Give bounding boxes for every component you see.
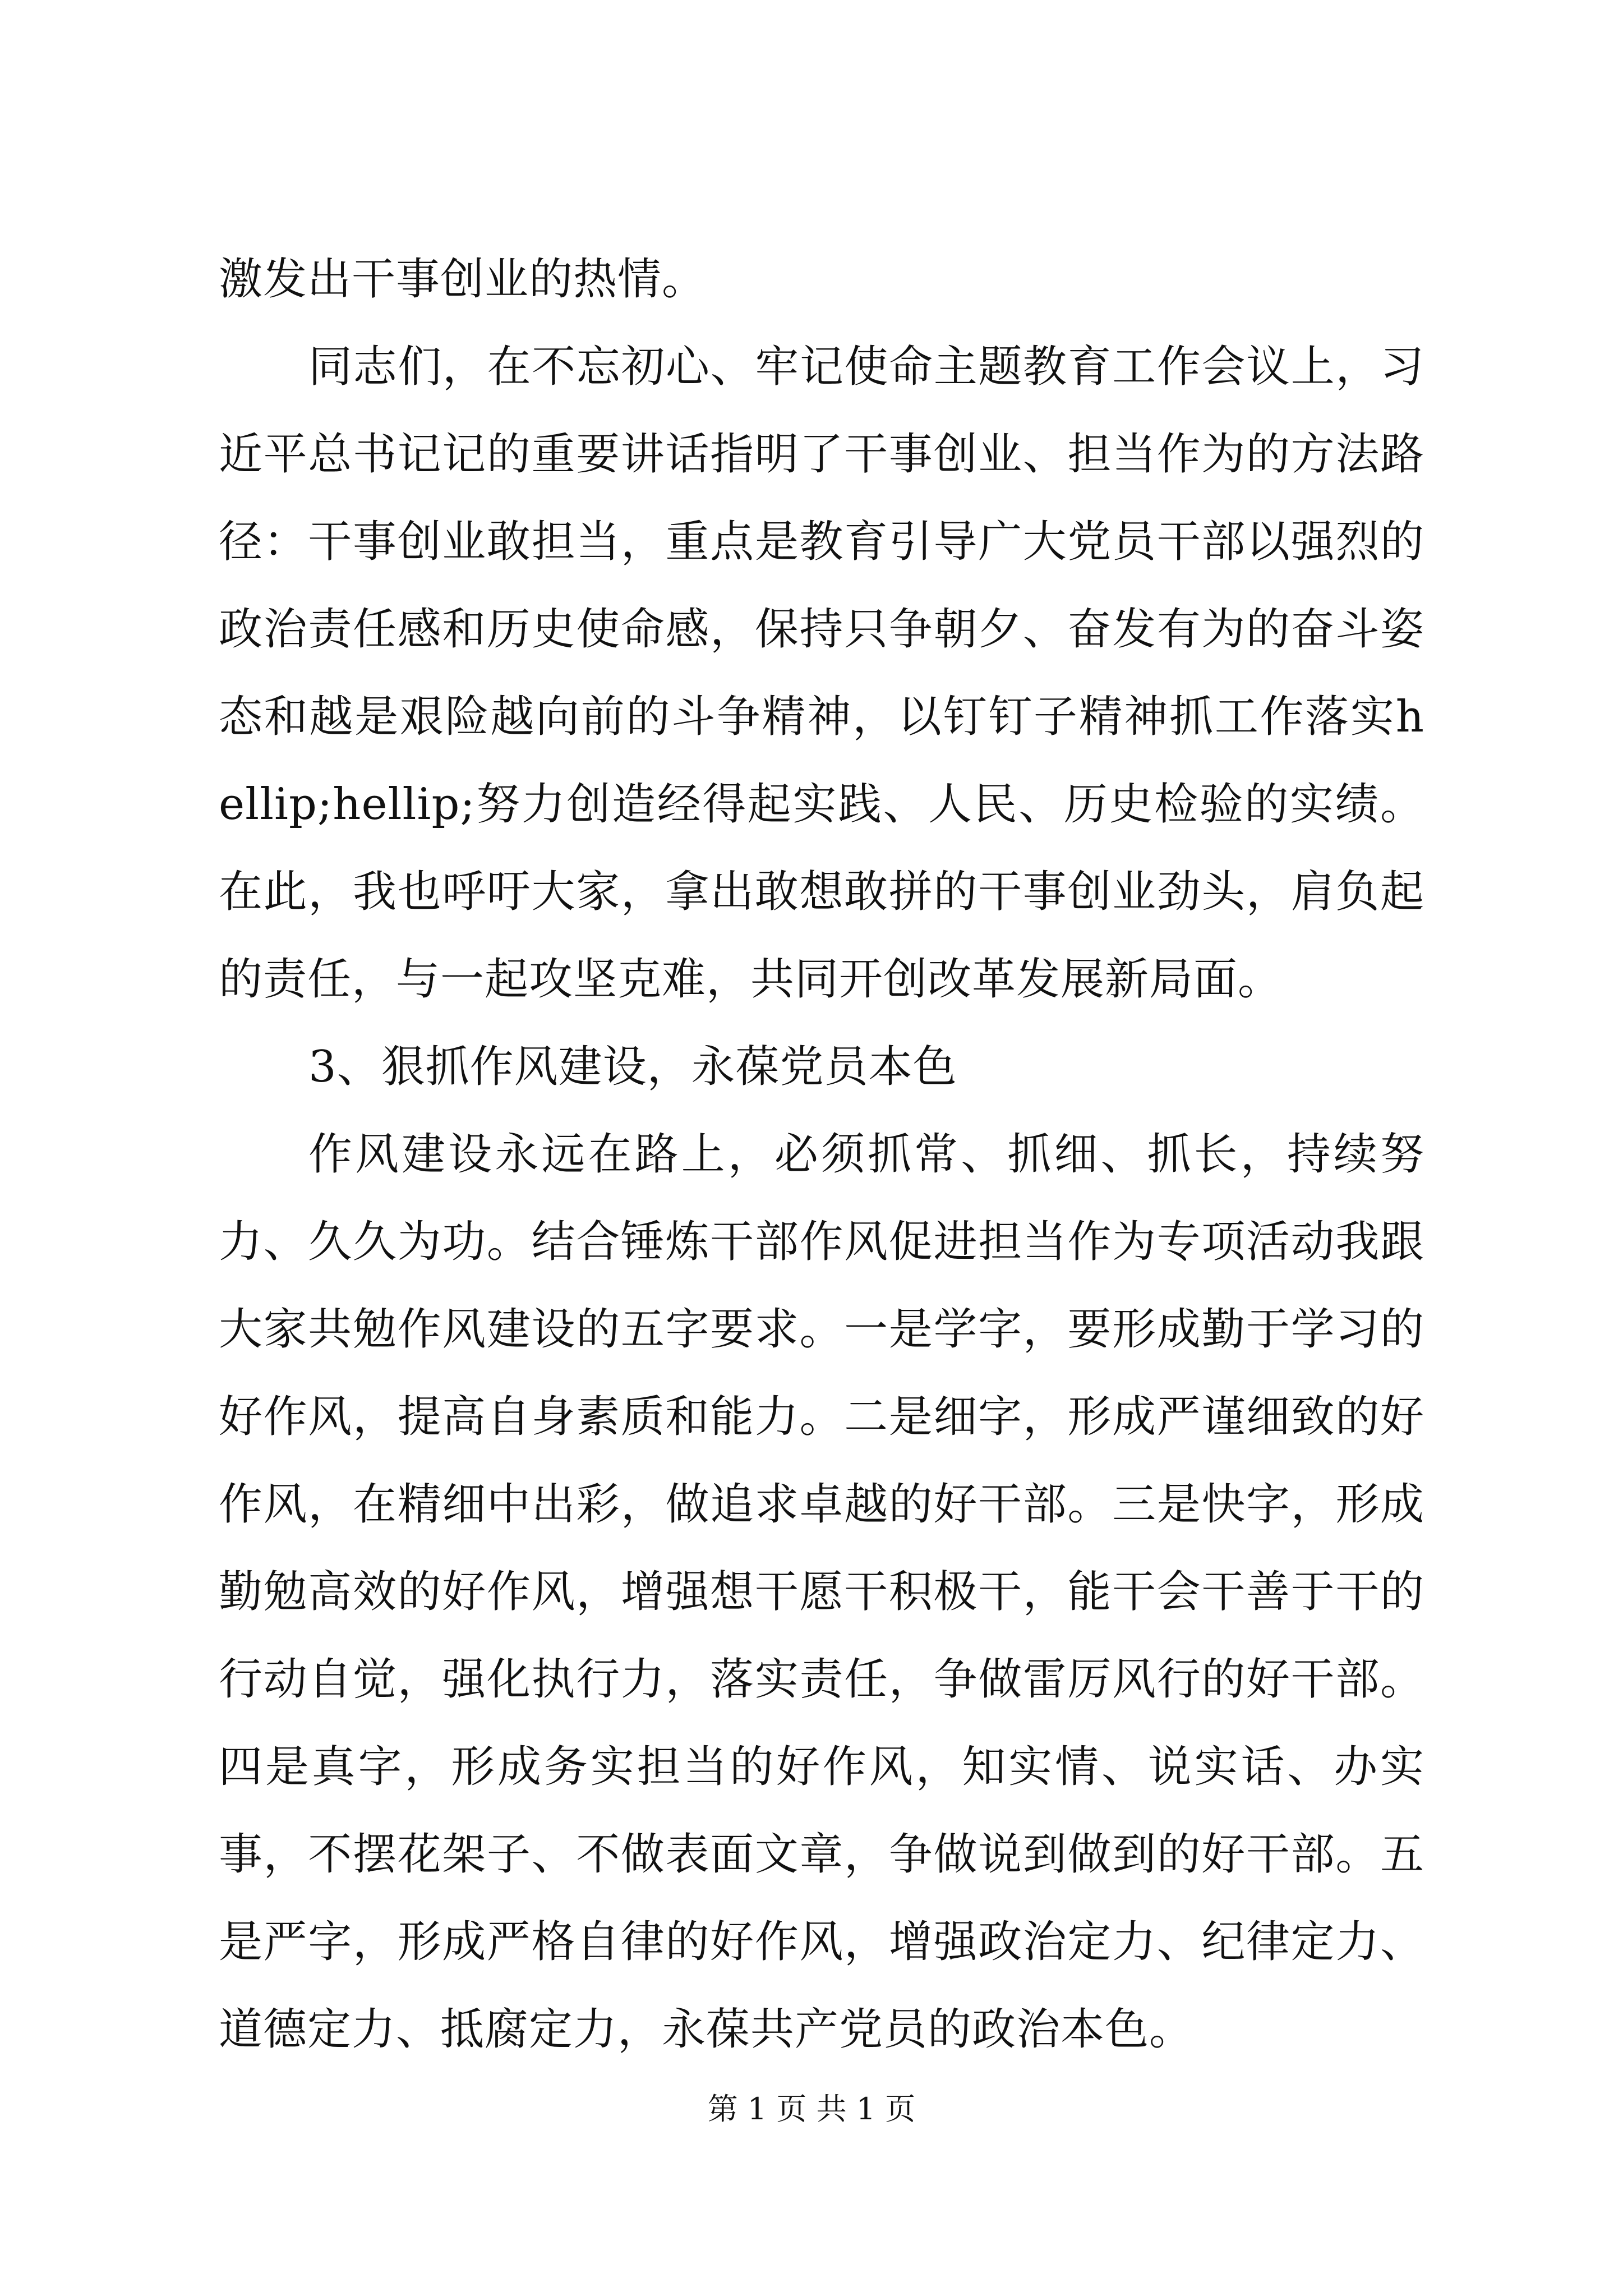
paragraph-continuation: 激发出干事创业的热情。 xyxy=(219,254,707,305)
body-text xyxy=(219,236,1424,2073)
paragraph-speech-method: 同志们，在不忘初心、牢记使命主题教育工作会议上，习近平总书记记的重要讲话指明了干事创业、担当作为的方法路径：干事创业敢担当，重点是教育引导广大党员干部以强烈的政治责任感和历史使命感，保持只争朝夕、奋发有为的奋斗姿态和越是艰险越向前的斗争精神，以钉钉子精神抓工作落实hellip;hellip;努力创造经得起实践、人民、历史检验的实绩。在此，我也呼吁大家，拿出敢想敢拼的干事创业劲头，肩负起的责任，与一起攻坚克难，共同开创改革发展新局面。 xyxy=(219,342,1424,1005)
paragraph-work-style: 作风建设永远在路上，必须抓常、抓细、抓长，持续努力、久久为功。结合锤炼干部作风促进担当作为专项活动我跟大家共勉作风建设的五字要求。一是学字，要形成勤于学习的好作风，提高自身素质和能力。二是细字，形成严谨细致的好作风，在精细中出彩，做追求卓越的好干部。三是快字，形成勤勉高效的好作风，增强想干愿干积极干，能干会干善于干的行动自觉，强化执行力，落实责任，争做雷厉风行的好干部。四是真字，形成务实担当的好作风，知实情、说实话、办实事，不摆花架子、不做表面文章，争做说到做到的好干部。五是严字，形成严格自律的好作风，增强政治定力、纪律定力、道德定力、抵腐定力，永葆共产党员的政治本色。 xyxy=(219,1129,1424,2055)
section-heading-3: 3、狠抓作风建设，永葆党员本色 xyxy=(308,1042,957,1092)
page-number-footer: 第 1 页 共 1 页 xyxy=(707,2091,916,2127)
